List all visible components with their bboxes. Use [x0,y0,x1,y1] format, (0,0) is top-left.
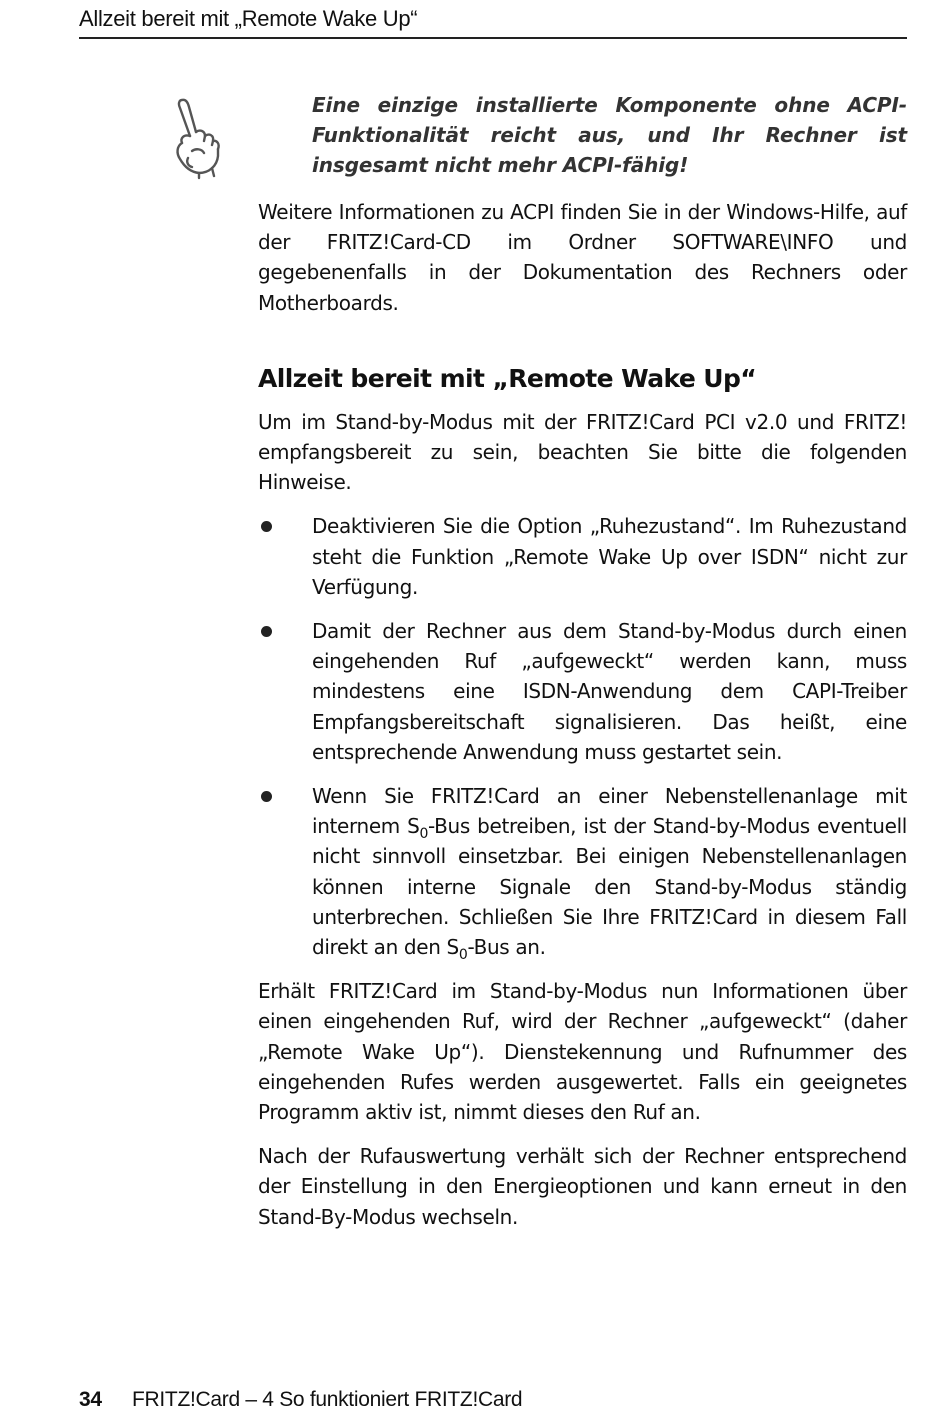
bullet-icon [261,626,272,637]
list-item-text: Damit der Rechner aus dem Stand-by-Modus durch einen eingehenden Ruf „aufgeweckt“ werden kann, muss mindestens eine ISDN-Anwendung dem CAPI-Treiber Empfangsbereitschaft signalisieren. Das heißt, eine entsprechende Anwendung muss gestartet sein. [312,619,907,764]
subscript-zero: 0 [458,947,468,964]
footer-text: FRITZ!Card – 4 So funktioniert FRITZ!Card [132,1388,523,1411]
paragraph-energy-options: Nach der Rufauswertung verhält sich der Rechner entsprechend der Einstellung in den Energieoptionen und kann erneut in den Stand-By-Modus wechseln. [258,1144,907,1229]
list-item-text-part: -Bus betreiben, ist der Stand-by-Modus eventuell nicht sinnvoll einsetzbar. Bei einigen Nebenstellenanlagen können interne Signale den Stand-by-Modus ständig unterbrechen. Schließen Sie Ihre FRITZ!Card in diesem Fall direkt an den S [312,814,907,960]
paragraph-wake-up: Erhält FRITZ!Card im Stand-by-Modus nun Informationen über einen eingehenden Ruf, wird der Rechner „aufgeweckt“ (daher „Remote Wake Up“). Dienstekennung und Rufnummer des eingehenden Rufes werden ausgewertet. Falls ein geeignetes Programm aktiv ist, nimmt dieses den Ruf an. [258,979,907,1125]
list-item-text-part: -Bus an. [467,935,546,960]
running-header: Allzeit bereit mit „Remote Wake Up“ [79,6,418,31]
list-item [258,511,907,602]
note-callout: Eine einzige installierte Komponente ohne ACPI-Funktionalität reicht aus, und Ihr Rechner ist insgesamt nicht mehr ACPI-fähig! [312,93,907,177]
main-content [258,197,907,1232]
hint-list [258,511,907,962]
header-rule [79,37,907,39]
list-item [258,781,907,962]
list-item-text-part: Wenn Sie FRITZ!Card an einer Nebenstellenanlage mit internem S [312,784,907,839]
bullet-icon [261,791,272,802]
list-item-text: Deaktivieren Sie die Option „Ruhezustand“. Im Ruhezustand steht die Funktion „Remote Wake Up over ISDN“ nicht zur Verfügung. [312,514,907,599]
bullet-icon [261,521,272,532]
page-footer [79,1386,522,1414]
intro-paragraph: Weitere Informationen zu ACPI finden Sie in der Windows-Hilfe, auf der FRITZ!Card-CD im Ordner SOFTWARE\INFO und gegebenenfalls in der Dokumentation des Rechners oder Motherboards. [258,200,907,315]
list-item-text [312,781,907,962]
section-lead: Um im Stand-by-Modus mit der FRITZ!Card PCI v2.0 und FRITZ! empfangsbereit zu sein, beachten Sie bitte die folgenden Hinweise. [258,409,907,495]
pointing-hand-icon [172,96,224,180]
list-item [258,616,907,767]
subscript-zero: 0 [419,826,429,843]
page-number: 34 [79,1388,102,1411]
section-title: Allzeit bereit mit „Remote Wake Up“ [258,363,757,393]
